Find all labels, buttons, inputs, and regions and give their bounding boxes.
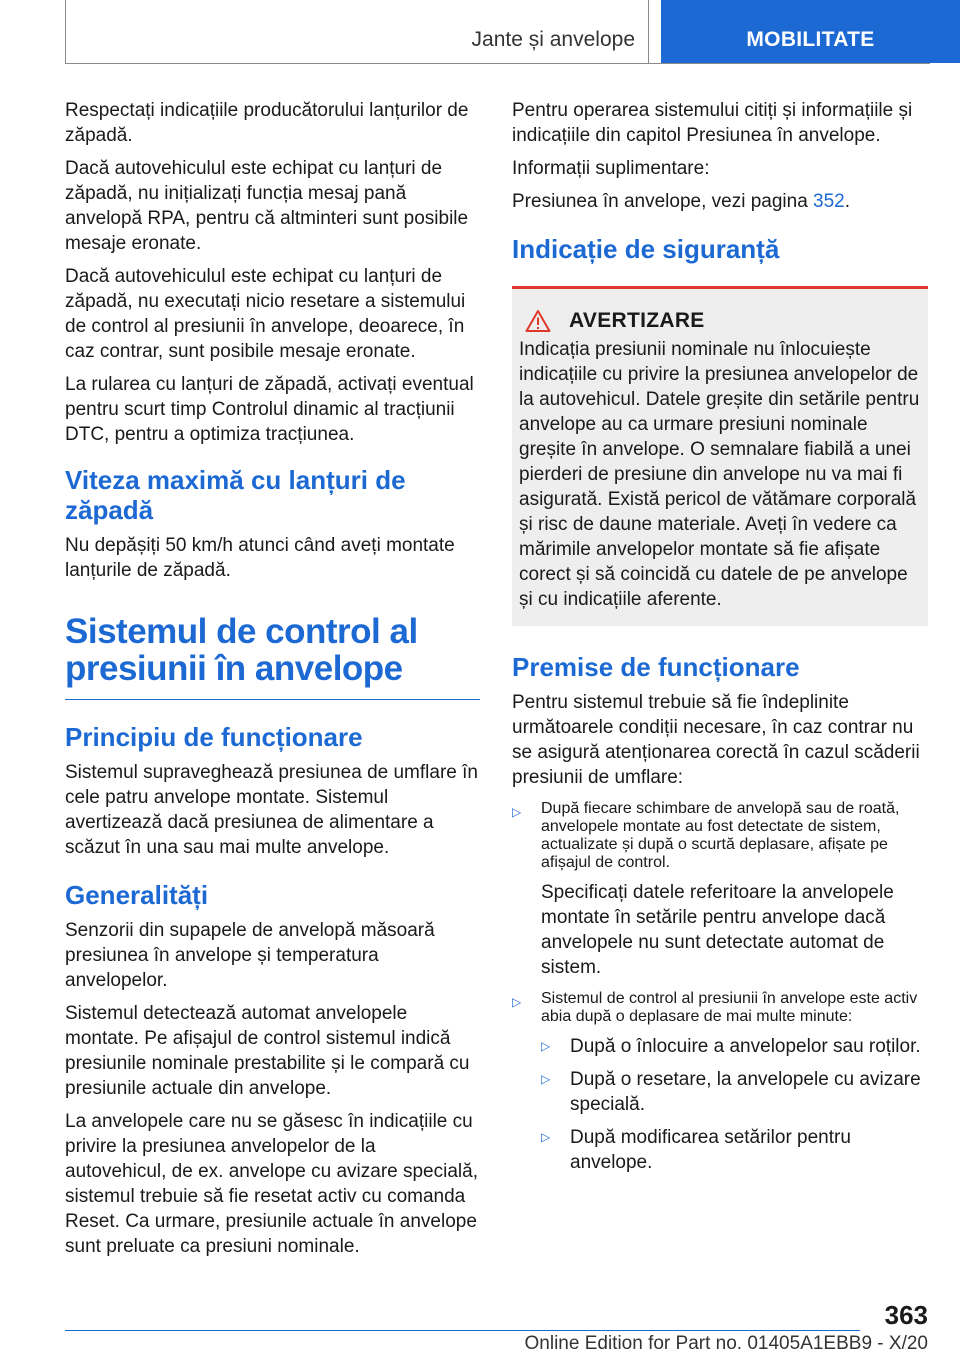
sub-list-item: ▷ După modificarea setărilor pentru anvelope. — [541, 1127, 851, 1173]
sub-list — [541, 1034, 928, 1175]
heading-general: Generalități — [65, 880, 209, 910]
bullet-triangle-icon: ▷ — [541, 1130, 551, 1144]
paragraph: Dacă autovehiculul este echipat cu lanțuri de zăpadă, nu executați nicio resetare a sistemului de control al presiunii în anvelope, deoarece, în caz contrar, sunt posibile mesaje eronate. — [65, 266, 466, 362]
bullet-triangle-icon: ▷ — [512, 995, 522, 1009]
sub-list-item: ▷ După o înlocuire a anvelopelor sau roților. — [541, 1036, 921, 1057]
footer-edition: Online Edition for Part no. 01405A1EBB9 - X/20 — [524, 1333, 928, 1354]
paragraph: Informații suplimentare: — [512, 158, 710, 179]
paragraph: La anvelopele care nu se găsesc în indicațiile cu privire la presiunea anvelopelor de la autovehicul, de ex. anvelope cu avizare specială, sistemul trebuie să fie resetat activ cu comanda Reset. Ca urmare, presiunile actuale în anvelope sunt preluate ca presiuni nominale. — [65, 1111, 478, 1257]
bullet-triangle-icon: ▷ — [541, 1072, 551, 1086]
list-item: ▷ După fiecare schimbare de anvelopă sau de roată, anvelopele montate au fost detectate de sistem, actualizate și după o scurtă deplasare, afișate pe afișajul de control. — [512, 800, 900, 871]
heading-safety: Indicație de siguranță — [512, 234, 780, 264]
warning-box — [512, 286, 928, 626]
warning-triangle-icon — [525, 309, 551, 333]
paragraph: La rularea cu lanțuri de zăpadă, activați eventual pentru scurt timp Controlul dinamic al tracțiunii DTC, pentru a optimiza tracțiunea. — [65, 374, 474, 445]
bullet-triangle-icon: ▷ — [512, 805, 522, 819]
left-column — [65, 98, 480, 1267]
heading-principle: Principiu de funcționare — [65, 722, 363, 752]
sub-list-item: ▷ După o resetare, la anvelopele cu avizare specială. — [541, 1069, 921, 1115]
paragraph: Senzorii din supapele de anvelopă măsoară presiunea în anvelope și temperatura anvelopelor. — [65, 920, 435, 991]
page-number: 363 — [884, 1300, 928, 1330]
heading-rule — [65, 699, 480, 700]
heading-max-speed: Viteza maximă cu lanțuri de zăpadă — [65, 465, 406, 525]
right-column — [512, 98, 928, 1183]
paragraph: Pentru operarea sistemului citiți și informațiile și indicațiile din capitol Presiunea în anvelope. — [512, 100, 913, 146]
list-item: ▷ Sistemul de control al presiunii în anvelope este activ abia după o deplasare de mai multe minute: — [512, 990, 918, 1025]
paragraph: Respectați indicațiile producătorului lanțurilor de zăpadă. — [65, 100, 469, 146]
heading-premise: Premise de funcționare — [512, 652, 800, 682]
header-rule — [65, 63, 930, 64]
header-section-title: Jante și anvelope — [471, 28, 635, 51]
header-category-tab — [661, 0, 960, 63]
paragraph: Sistemul detectează automat anvelopele montate. Pe afișajul de control sistemul indică presiunile nominale prestabilite și le compară cu presiunile actuale din anvelope. — [65, 1003, 470, 1099]
paragraph: Nu depășiți 50 km/h atunci când aveți montate lanțurile de zăpadă. — [65, 535, 455, 581]
list-item-continuation: Specificați datele referitoare la anvelopele montate în setările pentru anvelope dacă anvelopele nu sunt detectate automat de sistem. — [541, 882, 894, 978]
bullet-triangle-icon: ▷ — [541, 1039, 551, 1053]
heading-tpms: Sistemul de control al presiunii în anvelope — [65, 612, 418, 688]
warning-header — [519, 309, 922, 333]
warning-text: Indicația presiunii nominale nu înlocuiește indicațiile cu privire la presiunea anvelopelor de la autovehicul. Datele greșite din setările pentru anvelope au ca urmare presiuni nominale greșite în anvelope. O semnalare fiabilă a unei pierderi de presiune din anvelope nu va mai fi asigurată. Există pericol de vătămare corporală și risc de daune materiale. Aveți în vedere ca mărimile anvelopelor montate să fie afișate corect și să coincidă cu datele de pe anvelope și cu indicațiile aferente. — [519, 339, 920, 610]
header-section-tab — [65, 0, 649, 63]
footer-rule — [65, 1330, 860, 1331]
paragraph: Dacă autovehiculul este echipat cu lanțuri de zăpadă, nu inițializați funcția mesaj pană anvelopă RPA, pentru că altminteri sunt posibile mesaje eronate. — [65, 158, 469, 254]
paragraph-reference: Presiunea în anvelope, vezi pagina 352. — [512, 191, 851, 212]
header-category-title: MOBILITATE — [746, 28, 875, 51]
paragraph: Sistemul supraveghează presiunea de umflare în cele patru anvelope montate. Sistemul avertizează dacă presiunea de alimentare a scăzut în una sau mai multe anvelope. — [65, 762, 478, 858]
paragraph: Pentru sistemul trebuie să fie îndeplinite următoarele condiții necesare, în caz contrar nu se asigură atenționarea corectă în cazul scăderii presiunii de umflare: — [512, 692, 920, 788]
warning-title: AVERTIZARE — [569, 309, 705, 332]
page-link[interactable]: 352 — [813, 191, 845, 212]
